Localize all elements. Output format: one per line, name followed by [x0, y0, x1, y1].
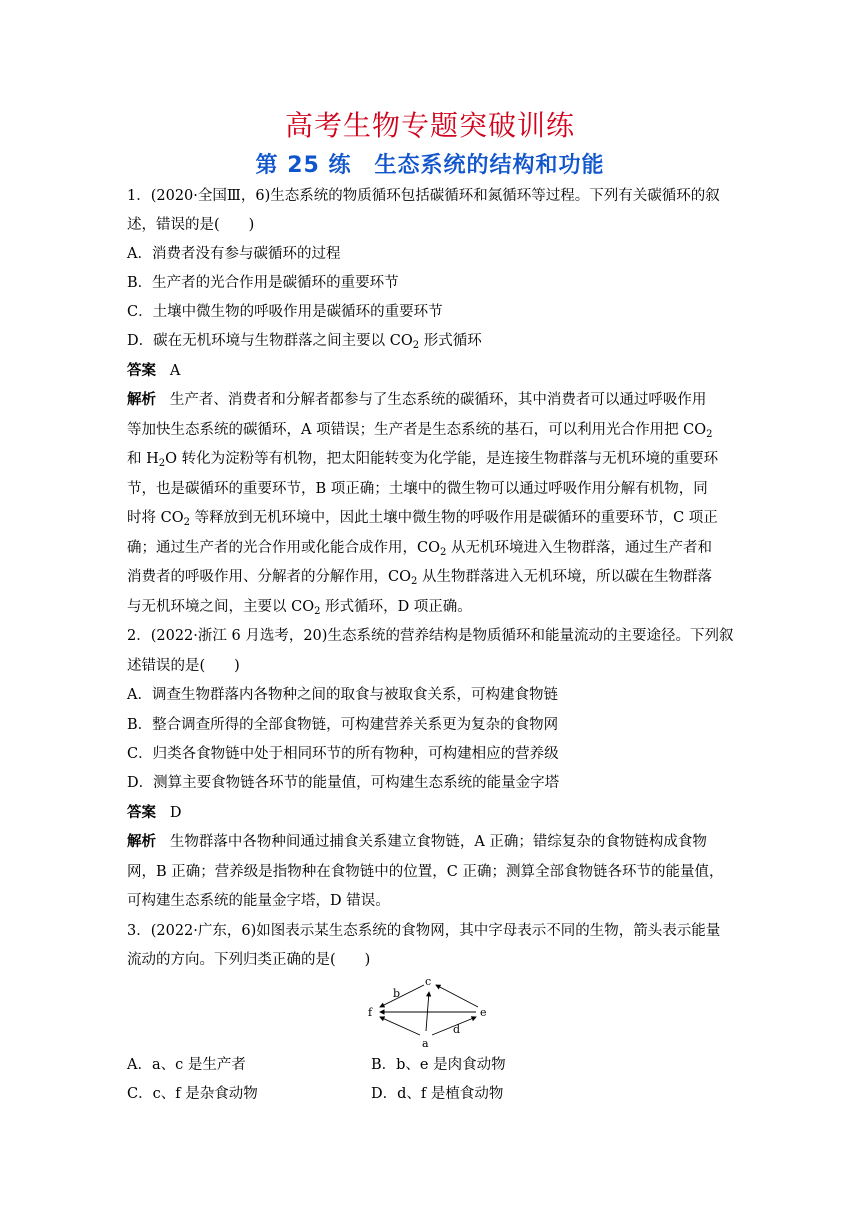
- q3-stem-line1: 3．(2022·广东，6)如图表示某生态系统的食物网，其中字母表示不同的生物，箭头表示能量: [127, 923, 721, 939]
- document-subtitle: 第 25 练 生态系统的结构和功能: [255, 153, 605, 178]
- q2-option-a: A．调查生物群落内各物种之间的取食与被取食关系，可构建食物链: [127, 687, 558, 703]
- q3-stem-line2: 流动的方向。下列归类正确的是( ): [127, 952, 371, 968]
- q2-analysis-line3: 可构建生态系统的能量金字塔，D 错误。: [127, 893, 390, 909]
- q3-option-c: C．c、f 是杂食动物: [127, 1086, 258, 1102]
- node-b: b: [393, 987, 401, 1000]
- q2-answer: 答案 D: [127, 805, 182, 821]
- q1-analysis-line1: 解析 生产者、消费者和分解者都参与了生态系统的碳循环，其中消费者可以通过呼吸作用: [127, 392, 707, 408]
- node-e: e: [480, 1006, 487, 1019]
- node-a: a: [422, 1037, 429, 1050]
- q1-answer: 答案 A: [127, 363, 181, 379]
- document-title: 高考生物专题突破训练: [284, 109, 575, 142]
- q1-analysis-line6: 确；通过生产者的光合作用或化能合成作用，$CO_2$ 从无机环境进入生物群落，通过生产者和: [127, 540, 712, 558]
- edge-a-c: [426, 992, 429, 1031]
- q1-analysis-line8: 与无机环境之间，主要以 $CO_2$ 形式循环，D 项正确。: [127, 599, 472, 617]
- q2-stem-line1: 2．(2022·浙江 6 月选考，20)生态系统的营养结构是物质循环和能量流动的主要途径。下列叙: [127, 628, 734, 644]
- q3-option-a: A．a、c 是生产者: [127, 1057, 246, 1073]
- edge-c-f: [380, 985, 424, 1007]
- q1-analysis-line2: 等加快生态系统的碳循环，A 项错误；生产者是生态系统的基石，可以利用光合作用把 $CO_2$: [127, 422, 713, 440]
- node-c: c: [425, 975, 432, 988]
- q1-stem-line2: 述，错误的是( ): [127, 217, 255, 233]
- q1-option-b: B．生产者的光合作用是碳循环的重要环节: [127, 275, 399, 291]
- q1-option-a: A．消费者没有参与碳循环的过程: [127, 246, 341, 262]
- q3-option-b: B．b、e 是肉食动物: [371, 1057, 506, 1073]
- node-f: f: [368, 1006, 373, 1019]
- q1-analysis-line4: 节，也是碳循环的重要环节，B 项正确；土壤中的微生物可以通过呼吸作用分解有机物，同: [127, 481, 708, 497]
- q1-analysis-line3: 和 $H_2O$ 转化为淀粉等有机物，把太阳能转变为化学能，是连接生物群落与无机环境的重要环: [127, 451, 719, 469]
- q2-analysis-line1: 解析 生物群落中各物种间通过捕食关系建立食物链，A 正确；错综复杂的食物链构成食物: [127, 834, 707, 850]
- node-d: d: [453, 1023, 461, 1036]
- edge-a-f: [380, 1017, 420, 1035]
- q1-stem-line1: 1．(2020·全国Ⅲ，6)生态系统的物质循环包括碳循环和氮循环等过程。下列有关碳循环的叙: [127, 188, 720, 204]
- q1-option-c: C．土壤中微生物的呼吸作用是碳循环的重要环节: [127, 304, 443, 320]
- q2-analysis-line2: 网，B 正确；营养级是指物种在食物链中的位置，C 正确；测算全部食物链各环节的能量值，: [127, 864, 724, 880]
- q2-option-c: C．归类各食物链中处于相同环节的所有物种，可构建相应的营养级: [127, 746, 559, 762]
- q2-stem-line2: 述错误的是( ): [127, 658, 240, 674]
- q1-analysis-line5: 时将 $CO_2$ 等释放到无机环境中，因此土壤中微生物的呼吸作用是碳循环的重要环节，C 项正: [127, 510, 718, 528]
- q2-option-d: D．测算主要食物链各环节的能量值，可构建生态系统的能量金字塔: [127, 775, 560, 791]
- q3-option-d: D．d、f 是植食动物: [371, 1086, 504, 1102]
- q2-option-b: B．整合调查所得的全部食物链，可构建营养关系更为复杂的食物网: [127, 717, 559, 733]
- q1-analysis-line7: 消费者的呼吸作用、分解者的分解作用，$CO_2$ 从生物群落进入无机环境，所以碳在生物群落: [127, 569, 712, 587]
- q1-option-d: D．碳在无机环境与生物群落之间主要以 $CO_2$ 形式循环: [127, 333, 482, 351]
- edge-e-c: [436, 985, 478, 1007]
- food-web-diagram: [366, 975, 494, 1053]
